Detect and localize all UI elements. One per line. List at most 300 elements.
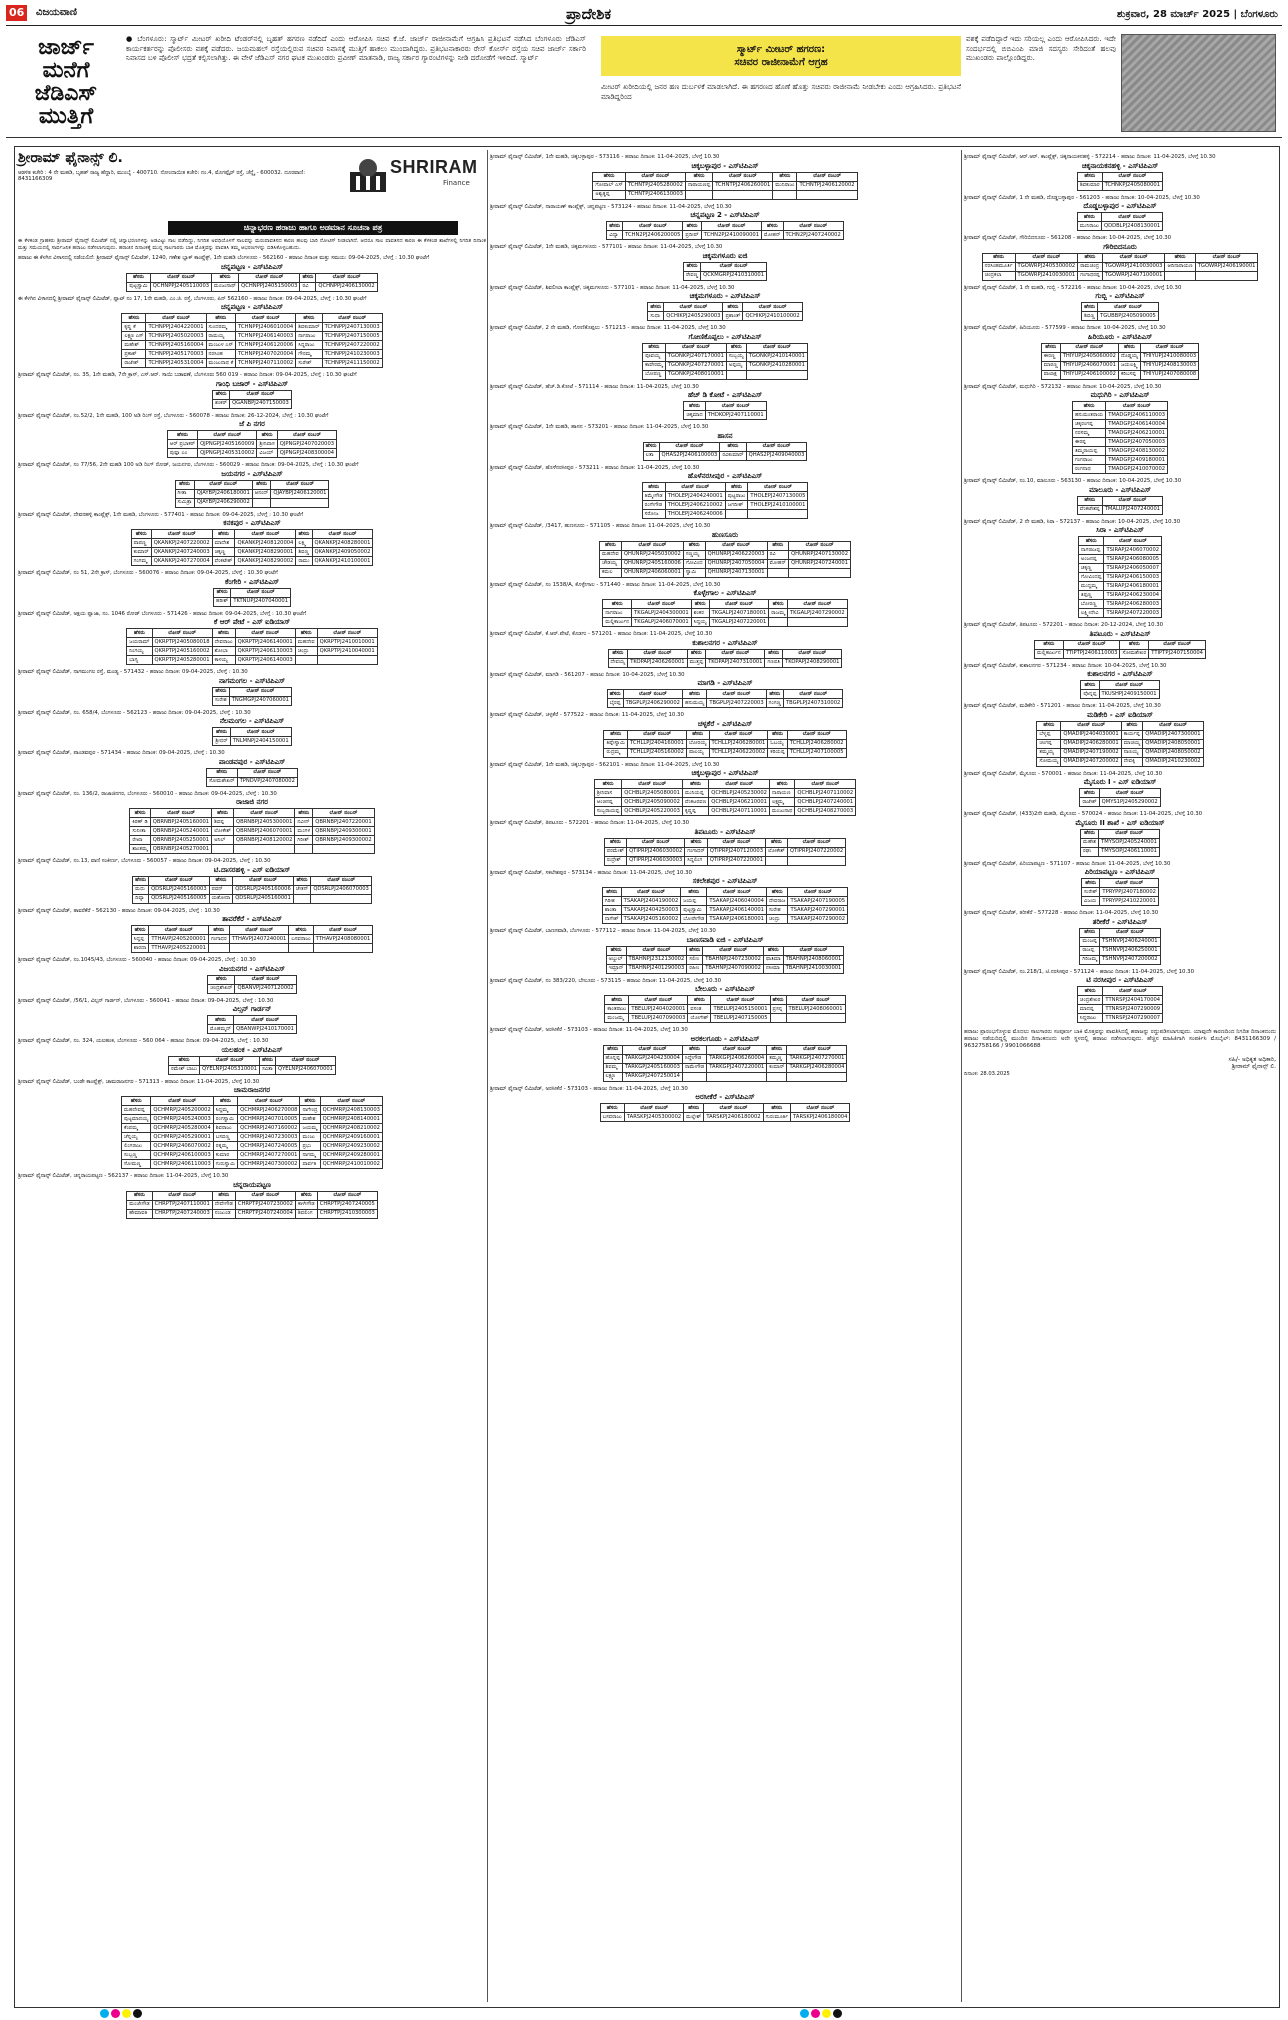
page-number: 06	[6, 5, 27, 21]
borrower-name: ಮುನಿರಾಜು	[1077, 222, 1101, 231]
loan-number: THIYUPJ2410080003	[1140, 352, 1198, 361]
table-row	[1081, 847, 1160, 856]
loan-table	[592, 172, 857, 200]
borrower-name: ಮಹೇಶ	[300, 1115, 320, 1124]
borrower-name: ಸಿದ್ದಮ್ಮ	[213, 1106, 237, 1115]
loan-table	[599, 541, 851, 578]
loan-table	[167, 430, 337, 458]
auction-notice-text: ಹರಾಜು ಈ ಕೆಳಗಿನ ವಿಳಾಸದಲ್ಲಿ ನಡೆಯಲಿದೆ: ಶ್ರೀರಾಮ್ ಫೈನಾನ್ಸ್ ಲಿಮಿಟೆಡ್, 1240, ಗಣೇಶ ಬ್ಲಾಕ್ ಕಾಂಪ್ಲೆಕ್ಸ್, 1ನೇ ಮಹಡಿ ಬೆಂಗಳೂರು - 562160 - ಹರಾಜು ದಿನಾಂಕ ಮತ್ತು ಸಮಯ: 09-04-2025, ಬೆಳಗ್ಗೆ : 10.30 ಘಂಟೆಗೆ	[18, 255, 430, 261]
loan-number: QKANKPJ2408280001	[312, 539, 373, 548]
name-column-header: ಹೆಸರು	[127, 1191, 152, 1200]
borrower-name: ಅಬ್ದುಲ್	[606, 955, 626, 964]
borrower-name: ಸಿದ್ದಲಿಂಗ	[685, 856, 708, 865]
loan-number-column-header: ಲೋನ್ ನಂಬರ್	[705, 541, 767, 550]
loan-number-column-header: ಲೋನ್ ನಂಬರ್	[709, 600, 769, 609]
borrower-name: ಮುತ್ತಪ್ಪ	[687, 658, 706, 667]
table-row	[213, 399, 292, 408]
borrower-name: ಮಧು	[133, 885, 149, 894]
table-row	[1072, 438, 1167, 447]
borrower-name: ಅನಿಲ್	[212, 836, 234, 845]
name-column-header: ಹೆಸರು	[606, 946, 626, 955]
loan-number: TSHNVPJ2407200002	[1100, 955, 1160, 964]
branch-name: ತಾವರೆಕೆರೆ - ಎಸ್‌ಟಿಪಿಎಸ್	[222, 915, 282, 924]
loan-number: TMYSOPJ2405240001	[1099, 838, 1160, 847]
borrower-name: ರೇಖಾ	[130, 836, 150, 845]
table-row	[603, 1063, 847, 1072]
borrower-name: ಪ್ರಕಾಶ್	[122, 350, 146, 359]
auction-notice-text: ಶ್ರೀರಾಮ್ ಫೈನಾನ್ಸ್ ಲಿಮಿಟೆಡ್, ಬಂಡೇ ಕಾಂಪ್ಲೆಕ್ಸ್, ಚಾಮರಾಜನಗರ - 571313 - ಹರಾಜು ದಿನಾಂಕ: 11-04-2025, ಬೆಳಗ್ಗೆ 10.30	[18, 1078, 260, 1085]
table-row	[1077, 1005, 1162, 1014]
loan-number: TKGALPJ2407290002	[788, 609, 848, 618]
table-row	[130, 827, 374, 836]
loan-number: QTIPRPJ2407120003	[707, 847, 765, 856]
borrower-name: ಮಲ್ಲಿಕಾರ್ಜುನ	[1035, 649, 1064, 658]
loan-number: QKRPTPJ2410010001	[317, 638, 377, 647]
borrower-name: ಸುನೀತಾ	[130, 827, 150, 836]
empty-cell	[787, 1072, 847, 1081]
branch-name: ಸಿರಾ - ಎಸ್‌ಟಿಪಿಎಸ್	[1096, 526, 1144, 535]
loan-table	[212, 727, 291, 746]
name-column-header: ಹೆಸರು	[213, 588, 230, 597]
table-header-row	[683, 262, 766, 271]
name-column-header: ಹೆಸರು	[1081, 681, 1099, 690]
name-column-header: ಹೆಸರು	[603, 1045, 622, 1054]
borrower-name: ತಿಮ್ಮೇಗೌಡ	[642, 492, 665, 501]
loan-number: TSAKAPJ2407290001	[788, 906, 848, 915]
auction-notice-text: ಶ್ರೀರಾಮ್ ಫೈನಾನ್ಸ್ ಲಿಮಿಟೆಡ್, ತಿಪಟೂರು - 572201 - ಹರಾಜು ದಿನಾಂಕ: 11-04-2025, ಬೆಳಗ್ಗೆ 10.30	[490, 820, 690, 826]
loan-number: QCHBLPJ2407110002	[795, 789, 856, 798]
borrower-name: ಕರಿಯಪ್ಪ	[768, 748, 787, 757]
borrower-name: ಚೆನ್ನಯ್ಯ	[122, 1133, 151, 1142]
empty-cell	[212, 845, 234, 854]
branch-name: ಬೇಲೂರು - ಎಸ್‌ಟಿಪಿಎಸ್	[695, 985, 755, 994]
loan-number: TSIRAPJ2406050007	[1104, 564, 1162, 573]
loan-number: QBRNBPJ2405240001	[150, 827, 211, 836]
branch-name: ಹೆಚ್ ಡಿ ಕೋಟೆ - ಎಸ್‌ಟಿಪಿಎಸ್	[687, 391, 763, 400]
name-column-header: ಹೆಸರು	[769, 780, 794, 789]
loan-number-column-header: ಲೋನ್ ನಂಬರ್	[317, 629, 377, 638]
borrower-name: ಬಸವರಾಜು	[600, 1113, 624, 1122]
loan-table	[213, 588, 291, 607]
company-name: ಶ್ರೀರಾಮ್ ಫೈನಾನ್ಸ್ ಲಿ.	[18, 150, 123, 166]
loan-number: QCHBLPJ2405230002	[709, 789, 770, 798]
loan-number: TSAKAPJ2407290002	[788, 915, 848, 924]
borrower-name: ಪ್ರಸನ್ನ	[770, 1005, 786, 1014]
table-row	[643, 370, 808, 379]
auction-notice-text: ಶ್ರೀರಾಮ್ ಫೈನಾನ್ಸ್ ಲಿಮಿಟೆಡ್, 1 ನೇ ಮಹಡಿ, ಗುಬ್ಬಿ - 572216 - ಹರಾಜು ದಿನಾಂಕ: 10-04-2025, ಬೆಳಗ್ಗೆ 10.30	[964, 284, 1182, 291]
borrower-name: ಚಂದ್ರಕಲಾ	[982, 271, 1015, 280]
loan-number: TSAKAPJ2404250003	[621, 906, 681, 915]
loan-number-column-header: ಲೋನ್ ನಂಬರ್	[198, 431, 257, 440]
name-column-header: ಹೆಸರು	[1120, 640, 1149, 649]
auction-notice-text: ಶ್ರೀರಾಮ್ ಫೈನಾನ್ಸ್ ಲಿಮಿಟೆಡ್, ನಂ 383/220, ಬೇಲೂರು - 573115 - ಹರಾಜು ದಿನಾಂಕ: 11-04-2025, ಬೆಳಗ್ಗೆ 10.30	[490, 977, 722, 984]
loan-number: QKRPTPJ2405080018	[152, 638, 212, 647]
loan-number: TCHLLPJ2406280001	[709, 739, 768, 748]
table-header-row	[167, 431, 336, 440]
branch-name: ಕುಶಾಲನಗರ - ಎಸ್‌ಟಿಪಿಎಸ್	[1087, 670, 1153, 679]
branch-name: ಟಿ.ದಾಸರಹಳ್ಳಿ - ಎಸ್ ಐಡಿಯಾಸ್	[213, 865, 291, 874]
loan-number: TKGALPJ2407180001	[709, 609, 769, 618]
notice-intro: ಈ ಕೆಳಕಂಡ ಗ್ರಾಹಕರು ಶ್ರೀರಾಮ್ ಫೈನಾನ್ಸ್ ಲಿಮಿಟೆಡ್ ನಲ್ಲಿ ಚಿನ್ನಾಭರಣಗಳನ್ನು ಅಡವಿಟ್ಟು ಸಾಲ ಪಡೆದಿದ್ದು, ನಿಗದಿತ ಅವಧಿಯೊಳಗೆ ಸಾಲವನ್ನು ಮರುಪಾವತಿಸದ ಕಾರಣ ಹಲವು ಬಾರಿ ನೋಟಿಸ್ ನೀಡಲಾಗಿದೆ. ಆದರೂ ಸಾಲ ಪಾವತಿಸದ ಕಾರಣ ಈ ಕೆಳಕಂಡ ಶಾಖೆಗಳಲ್ಲಿ ನಿಗದಿತ ದಿನಾಂಕ ಮತ್ತು ಸಮಯದಲ್ಲಿ ಸಾರ್ವಜನಿಕ ಹರಾಜು ನಡೆಸಲಾಗುವುದು. ಹರಾಜಿನ ದಿನಾಂಕಕ್ಕೆ ಮುನ್ನ ಸಾಲಗಾರರು ಬಾಕಿ ಮೊತ್ತವನ್ನು ಪಾವತಿಸಿ ತಮ್ಮ ಆಭರಣಗಳನ್ನು ಬಿಡಿಸಿಕೊಳ್ಳಬಹುದು.	[18, 238, 486, 251]
table-row	[1078, 591, 1161, 600]
branch-name: ಗಾಂಧಿ ಬಜಾರ್ - ಎಸ್‌ಟಿಪಿಎಸ್	[216, 379, 288, 388]
loan-number: TBELUPJ2404020001	[629, 1005, 688, 1014]
borrower-name: ಸಣ್ಣಯ್ಯ	[683, 550, 705, 559]
borrower-name: ಗಂಗಾಧರ	[208, 935, 229, 944]
loan-number: QCHMRPJ2407270001	[238, 1151, 300, 1160]
branch-name: ಕುಶಾಲನಗರ - ಎಸ್‌ಟಿಪಿಎಸ್	[692, 638, 758, 647]
name-column-header: ಹೆಸರು	[130, 809, 150, 818]
name-column-header: ಹೆಸರು	[209, 876, 233, 885]
loan-number-column-header: ಲೋನ್ ನಂಬರ್	[1140, 343, 1198, 352]
loan-table	[594, 779, 856, 816]
name-column-header: ಹೆಸರು	[684, 402, 705, 411]
branch-name: ಚಿಕ್ಕಮಗಳೂರು - ಎಸ್‌ಟಿಪಿಎಸ್	[689, 292, 761, 301]
loan-number-column-header: ಲೋನ್ ನಂಬರ್	[234, 1016, 297, 1025]
branch-name: ಸಕಲೇಶಪುರ - ಎಸ್‌ಟಿಪಿಎಸ್	[692, 877, 758, 886]
loan-number-column-header: ಲೋನ್ ನಂಬರ್	[1100, 928, 1160, 937]
table-header-row	[169, 1056, 336, 1065]
borrower-name: ಗಿರೀಶ	[602, 897, 621, 906]
loan-number: QJPNGPJ2405160009	[198, 440, 257, 449]
borrower-name: ಜಯರಾಮ್	[127, 638, 152, 647]
borrower-name: ಚಿಕ್ಕಣ್ಣ	[212, 548, 235, 557]
table-header-row	[131, 530, 373, 539]
table-header-row	[982, 253, 1258, 262]
loan-number-column-header: ಲೋನ್ ನಂಬರ್	[194, 480, 252, 489]
borrower-name: ದೇವಕ್ಕಿ	[1121, 757, 1143, 766]
loan-number: QBRNBPJ2409300002	[313, 836, 374, 845]
borrower-name: ಶಾರದಾ	[131, 944, 149, 953]
loan-number: TCHNPPJ2406010004	[236, 323, 296, 332]
auction-notice-text: ಶ್ರೀರಾಮ್ ಫೈನಾನ್ಸ್ ಲಿಮಿಟೆಡ್, (433)2ನೇ ಮಹಡಿ, ಮೈಸೂರು - 570024 - ಹರಾಜು ದಿನಾಂಕ: 11-04-2025, ಬೆಳಗ್ಗೆ 10.30	[964, 811, 1203, 817]
table-header-row	[607, 690, 843, 699]
table-row	[175, 489, 329, 498]
loan-number-column-header: ಲೋನ್ ನಂಬರ್	[1099, 829, 1160, 838]
shriram-logo	[348, 152, 476, 198]
loan-number: QBRNBPJ2409300001	[313, 827, 374, 836]
loan-number-column-header: ಲೋನ್ ನಂಬರ್	[628, 730, 687, 739]
loan-number: QHUNRPJ2407130002	[789, 550, 851, 559]
table-row	[1037, 739, 1203, 748]
table-row	[1035, 649, 1206, 658]
branch-name: ಟಿ ನರಸೀಪುರ - ಎಸ್‌ಟಿಪಿಎಸ್	[1086, 976, 1154, 985]
loan-number: QKANKPJ2408290002	[235, 557, 296, 566]
loan-number: THOLEPJ2404240001	[665, 492, 725, 501]
empty-cell	[1165, 271, 1195, 280]
borrower-name: ಶಿವರಾಜು	[213, 1124, 237, 1133]
table-row	[608, 658, 842, 667]
loan-number: TBELUPJ2408060001	[786, 1005, 845, 1014]
name-column-header: ಹೆಸರು	[762, 222, 784, 231]
loan-number-column-header: ಲೋನ್ ನಂಬರ್	[277, 431, 336, 440]
loan-number: QBRNBPJ2405270001	[150, 845, 211, 854]
loan-number: QCHMRPJ2408210002	[320, 1124, 382, 1133]
loan-number: QMADIPJ2404030001	[1061, 730, 1121, 739]
branch-name: ಅರಕಲಗೂಡು - ಎಸ್‌ಟಿಪಿಎಸ್	[690, 1034, 760, 1043]
loan-number-column-header: ಲೋನ್ ನಂಬರ್	[237, 768, 297, 777]
name-column-header: ಹೆಸರು	[122, 1097, 151, 1106]
name-column-header: ಹೆಸರು	[768, 730, 787, 739]
loan-number: TARKGPJ2407220001	[707, 1063, 767, 1072]
name-column-header: ಹೆಸರು	[1077, 172, 1102, 181]
table-row	[122, 1142, 383, 1151]
loan-number-column-header: ಲೋನ್ ನಂಬರ್	[235, 530, 296, 539]
branch-name: ಚಿಕ್ಕಬಳ್ಳಾಪುರ - ಎಸ್‌ಟಿಪಿಎಸ್	[691, 161, 759, 170]
borrower-name: ಕುಮಾರ	[213, 1151, 237, 1160]
table-header-row	[1072, 402, 1167, 411]
table-row	[594, 807, 855, 816]
loan-number-column-header: ಲೋನ್ ನಂಬರ್	[621, 541, 683, 550]
loan-number: QCHBLPJ2407240001	[795, 798, 856, 807]
borrower-name: ಯಶೋದಾ	[209, 894, 233, 903]
loan-number: TNLMNPJ2404150001	[230, 737, 291, 746]
loan-number-column-header: ಲೋನ್ ನಂಬರ್	[235, 629, 295, 638]
borrower-name: ಸಿದ್ದಪ್ಪ	[131, 935, 149, 944]
empty-cell	[682, 1072, 706, 1081]
name-column-header: ಹೆಸರು	[688, 996, 711, 1005]
loan-number: QYELNPJ2405310001	[200, 1065, 260, 1074]
borrower-name: ರಂಗೇಗೌಡ	[642, 501, 665, 510]
table-header-row	[1080, 789, 1160, 798]
borrower-name: ಅಂಜನಪ್ಪ	[1078, 555, 1104, 564]
story-body: ● ಬೆಂಗಳೂರು: ಸ್ಮಾರ್ಟ್ ಮೀಟರ್ ಖರೀದಿ ಟೆಂಡರ್‌ನಲ್ಲಿ ಬೃಹತ್ ಹಗರಣ ನಡೆದಿದೆ ಎಂದು ಆರೋಪಿಸಿ ಸಚಿವ ಕೆ.ಜೆ. ಜಾರ್ಜ್ ರಾಜೀನಾಮೆಗೆ ಆಗ್ರಹಿಸಿ ಪ್ರತಿಭಟನೆ ನಡೆಸಿದ ಬೆಂಗಳೂರು ಜೆಡಿಎಸ್ ಕಾರ್ಯಕರ್ತರನ್ನು ಪೊಲೀಸರು ವಶಕ್ಕೆ ಪಡೆದರು. ಜಯಮಹಲ್ ರಸ್ತೆಯಲ್ಲಿರುವ ಸಚಿವರ ನಿವಾಸಕ್ಕೆ ಮುತ್ತಿಗೆ ಹಾಕಲು ಮುಂದಾಗಿದ್ದರು. ಪ್ರತಿಭಟನಾಕಾರರು ರೇಸ್ ಕೋರ್ಸ್ ರಸ್ತೆಯ ಸಚಿವ ಜಾರ್ಜ್ ಸರ್ಕಾರಿ ನಿವಾಸದ ಬಳಿ ಪೊಲೀಸ್ ಭದ್ರತೆ ಕಲ್ಪಿಸಲಾಗಿತ್ತು. ಈ ವೇಳೆ ಜೆಡಿಎಸ್ ನಗರ ಘಟಕ ಮುಖಂಡರು ಪ್ರವೀಣ್ ಮಾತನಾಡಿ, ರಾಜ್ಯ ಸರ್ಕಾರ ಗ್ಯಾರಂಟಿಗಳನ್ನು ನೀಡಿ ದರೋಡೆಗೆ ಇಳಿದಿದೆ. ಸ್ಮಾರ್ಟ್	[126, 34, 586, 63]
loan-number-column-header: ಲೋನ್ ನಂಬರ್	[797, 172, 857, 181]
loan-number: QMADIPJ2407200002	[1061, 757, 1121, 766]
loan-number: THIYUPJ2407080008	[1140, 370, 1198, 379]
loan-number: QCHIKPJ2410100002	[743, 312, 802, 321]
loan-number: TMADGPJ2406140004	[1106, 420, 1168, 429]
borrower-name: ಸೋಮಣ್ಣ	[122, 1160, 151, 1169]
loan-number: QJAYBPJ2406290002	[194, 498, 252, 507]
borrower-name: ಗೀತಾ	[175, 489, 194, 498]
column-divider	[487, 150, 488, 2002]
loan-number: TCHNTPJ2406130003	[625, 190, 685, 199]
borrower-name: ಮಲ್ಲೇಶ್	[684, 1113, 704, 1122]
auction-notice-text: ಶ್ರೀರಾಮ್ ಫೈನಾನ್ಸ್ ಲಿಮಿಟೆಡ್, ಸಕಲೇಶಪುರ - 573134 - ಹರಾಜು ದಿನಾಂಕ: 11-04-2025, ಬೆಳಗ್ಗೆ 10.30	[490, 869, 692, 876]
loan-number: QCHMRPJ2407010005	[238, 1115, 300, 1124]
auction-notice-text: ಶ್ರೀರಾಮ್ ಫೈನಾನ್ಸ್ ಲಿಮಿಟೆಡ್, ಅಕ್ಷಯ ಪ್ಲಾಜಾ, ನಂ. 1046 ರೋಡ್ ಬೆಂಗಳೂರು - 571426 - ಹರಾಜು ದಿನಾಂಕ: 09-04-2025, ಬೆಳಗ್ಗೆ : 10.30 ಘಂಟೆಗೆ	[18, 610, 307, 617]
loan-number: TTNRSPJ2407290007	[1103, 1014, 1163, 1023]
empty-cell	[726, 370, 746, 379]
auction-notice-text: ಶ್ರೀರಾಮ್ ಫೈನಾನ್ಸ್ ಲಿಮಿಟೆಡ್, ಮಧುಗಿರಿ - 572132 - ಹರಾಜು ದಿನಾಂಕ: 10-04-2025, ಬೆಳಗ್ಗೆ 10.30	[964, 383, 1162, 390]
table-header-row	[122, 314, 382, 323]
auction-notice-text: ಶ್ರೀರಾಮ್ ಫೈನಾನ್ಸ್ ಲಿಮಿಟೆಡ್, 1 ನೇ ಮಹಡಿ, ದೊಡ್ಡಬಳ್ಳಾಪುರ - 561203 - ಹರಾಜು ದಿನಾಂಕ: 10-04-2025, ಬೆಳಗ್ಗೆ 10.30	[964, 194, 1200, 201]
loan-number-column-header: ಲೋನ್ ನಂಬರ್	[707, 838, 765, 847]
loan-number: TARKGPJ2406280004	[787, 1063, 847, 1072]
loan-number: QCHMRPJ2406270008	[238, 1106, 300, 1115]
table-row	[594, 789, 855, 798]
name-column-header: ಹೆಸರು	[133, 876, 149, 885]
table-row	[207, 777, 298, 786]
loan-number: TCHNPPJ2407130003	[322, 323, 382, 332]
name-column-header: ಹೆಸರು	[1077, 213, 1101, 222]
table-header-row	[1077, 213, 1162, 222]
table-header-row	[127, 1191, 378, 1200]
borrower-name: ದೇವಯ್ಯ	[608, 658, 628, 667]
borrower-name: ವಿದ್ಯಾ	[607, 231, 623, 240]
borrower-name: ಮಂಜುನಾಥ್	[212, 282, 239, 291]
table-row	[1072, 429, 1167, 438]
loan-number: TBELUPJ2405150001	[711, 1005, 770, 1014]
loan-number: TTHAVPJ2405220001	[149, 944, 209, 953]
table-row	[593, 190, 857, 199]
table-header-row	[127, 273, 377, 282]
borrower-name: ನಂಜುಂಡ	[212, 1209, 235, 1218]
loan-table	[1077, 496, 1163, 515]
auction-notice-text: ಶ್ರೀರಾಮ್ ಫೈನಾನ್ಸ್ ಲಿಮಿಟೆಡ್, ನಂ. 324, ಯಲಹಂಕ, ಬೆಂಗಳೂರು - 560 064 - ಹರಾಜು ದಿನಾಂಕ: 09-04-2025, ಬೆಳಗ್ಗೆ : 10.30	[18, 1038, 269, 1044]
loan-number-column-header: ಲೋನ್ ನಂಬರ್	[230, 390, 292, 399]
auction-notice-text: ಶ್ರೀರಾಮ್ ಫೈನಾನ್ಸ್ ಲಿಮಿಟೆಡ್, 1ನೇ ಮಹಡಿ, ಚಿಕ್ಕಬಳ್ಳಾಪುರ - 562101 - ಹರಾಜು ದಿನಾಂಕ: 11-04-2025, ಬೆಳಗ್ಗೆ 10.30	[490, 761, 720, 768]
borrower-name: ಬಸವರಾಜು	[289, 935, 313, 944]
borrower-name: ವಿಜಯ	[1082, 897, 1100, 906]
loan-number: QHUNRPJ2407050004	[705, 559, 767, 568]
name-column-header: ಹೆಸರು	[643, 343, 666, 352]
borrower-name: ನಾಗೇಶ್	[602, 915, 621, 924]
empty-cell	[1195, 271, 1258, 280]
loan-number: TCHNPPJ2407110002	[236, 359, 296, 368]
auction-notice-text: ಶ್ರೀರಾಮ್ ಫೈನಾನ್ಸ್ ಲಿಮಿಟೆಡ್, ಬಾಣಸವಾಡಿ, ಬೆಂಗಳೂರು - 577112 - ಹರಾಜು ದಿನಾಂಕ: 11-04-2025, ಬೆಳಗ್ಗೆ 10.30	[490, 928, 716, 934]
loan-number: TARSKPJ2405300002	[624, 1113, 683, 1122]
auction-notice-text: ಶ್ರೀರಾಮ್ ಫೈನಾನ್ಸ್ ಲಿಮಿಟೆಡ್, 1ನೇ ಮಹಡಿ, ಹಾಸನ - 573201 - ಹರಾಜು ದಿನಾಂಕ: 11-04-2025, ಬೆಳಗ್ಗೆ 10.30	[490, 424, 709, 430]
highlight-line-2: ಸಚಿವರ ರಾಜೀನಾಮೆಗೆ ಆಗ್ರಹ	[734, 57, 828, 68]
borrower-name: ರುದ್ರಮ್ಮ	[604, 748, 628, 757]
borrower-name: ಈರಣ್ಣ	[1041, 352, 1060, 361]
loan-number: TCHNPPJ2404220001	[146, 323, 206, 332]
table-row	[606, 955, 844, 964]
branch-name: ತರೀಕೆರೆ - ಎಸ್‌ಟಿಪಿಎಸ್	[1092, 917, 1148, 926]
loan-number: QCHMRPJ2408130003	[320, 1106, 382, 1115]
table-header-row	[1081, 681, 1159, 690]
table-row	[133, 894, 372, 903]
table-row	[603, 1072, 847, 1081]
table-row	[600, 1113, 850, 1122]
borrower-name: ಮೋಹನ್	[762, 231, 784, 240]
table-header-row	[1077, 987, 1162, 996]
story-headline: ಜಾರ್ಜ್ ಮನೆಗೆ ಜೆಡಿಎಸ್ ಮುತ್ತಿಗೆ	[34, 35, 98, 130]
name-column-header: ಹೆಸರು	[127, 273, 150, 282]
borrower-name: ಫಾತಿಮಾ	[763, 955, 783, 964]
borrower-name: ನರಸಮ್ಮ	[1072, 429, 1105, 438]
table-header-row	[175, 480, 329, 489]
name-column-header: ಹೆಸರು	[127, 629, 152, 638]
table-row	[1080, 946, 1160, 955]
loan-number-column-header: ಲೋನ್ ನಂಬರ್	[316, 273, 377, 282]
table-header-row	[1082, 303, 1159, 312]
borrower-name: ವೆಂಕಟೇಶಪ್ಪ	[1077, 505, 1102, 514]
loan-number-column-header: ಲೋನ್ ನಂಬರ್	[705, 402, 766, 411]
auction-notice-text: ಶ್ರೀರಾಮ್ ಫೈನಾನ್ಸ್ ಲಿಮಿಟೆಡ್, ಮಡಿಕೇರಿ - 571201 - ಹರಾಜು ದಿನಾಂಕ: 11-04-2025, ಬೆಳಗ್ಗೆ 10.30	[964, 703, 1161, 709]
loan-table	[603, 1045, 848, 1082]
print-registration-marks	[100, 2009, 142, 2018]
table-row	[594, 798, 855, 807]
loan-number-column-header: ಲೋನ್ ನಂಬರ್	[1102, 496, 1162, 505]
table-row	[599, 550, 850, 559]
loan-table	[604, 995, 845, 1023]
loan-number: QCHMRPJ2407230003	[238, 1133, 300, 1142]
table-header-row	[1041, 343, 1198, 352]
auction-notice-text: ಶ್ರೀರಾಮ್ ಫೈನಾನ್ಸ್ ಲಿಮಿಟೆಡ್, ನಂ.13, ವಾಣಿ ಸಂಕೀರ್ಣ, ಬೆಂಗಳೂರು - 560057 - ಹರಾಜು ದಿನಾಂಕ: 09-04-2025, ಬೆಳಗ್ಗೆ : 10.30	[18, 858, 271, 864]
borrower-name: ಚಿಕ್ಕಣ್ಣ	[1078, 564, 1104, 573]
loan-number: TBAHNPJ2408060001	[783, 955, 844, 964]
table-header-row	[1077, 496, 1162, 505]
table-header-row	[643, 442, 807, 451]
loan-number: TCHNPPJ2405170003	[146, 350, 206, 359]
branch-name: ಮೈಸೂರು I - ಎಸ್ ಐಡಿಯಾಸ್	[1083, 778, 1157, 787]
loan-table	[207, 1015, 297, 1034]
loan-table	[126, 628, 377, 665]
table-header-row	[604, 838, 845, 847]
loan-number-column-header: ಲೋನ್ ನಂಬರ್	[1104, 537, 1162, 546]
loan-number-column-header: ಲೋನ್ ನಂಬರ್	[152, 1191, 212, 1200]
loan-table	[647, 302, 802, 321]
loan-number-column-header: ಲೋನ್ ನಂಬರ್	[701, 222, 761, 231]
branch-name: ನಾಗಮಂಗಲ - ಎಸ್‌ಟಿಪಿಎಸ್	[218, 676, 286, 685]
name-column-header: ಹೆಸರು	[1165, 253, 1195, 262]
name-column-header: ಹೆಸರು	[300, 273, 316, 282]
name-column-header: ಹೆಸರು	[1080, 928, 1100, 937]
borrower-name: ಲಕ್ಷ್ಮಣ ಎಸ್	[122, 332, 146, 341]
borrower-name: ನರಸಿಂಹ	[206, 350, 236, 359]
borrower-name: ಚಂಗಪ್ಪ	[1037, 739, 1061, 748]
loan-table	[1079, 928, 1160, 965]
table-row	[122, 323, 382, 332]
empty-cell	[788, 618, 848, 627]
loan-number: TARKGPJ2406260004	[707, 1054, 767, 1063]
loan-number: QJAYBPJ2406120001	[271, 489, 329, 498]
loan-table	[1041, 343, 1199, 380]
loan-number: QCHNPPJ2406130002	[316, 282, 377, 291]
borrower-name: ಶ್ರೀನಿವಾಸ	[594, 789, 621, 798]
borrower-name: ಕೆಂಪಮ್ಮ	[122, 1124, 151, 1133]
loan-number: QKANKPJ2410100001	[312, 557, 373, 566]
loan-number: THDKOPJ2407110001	[705, 411, 766, 420]
loan-number: TMADGPJ2406210001	[1106, 429, 1168, 438]
loan-number: TMADGPJ2409180001	[1106, 456, 1168, 465]
borrower-name: ನಿಂಗಯ್ಯ	[127, 647, 152, 656]
loan-number-column-header: ಲೋನ್ ನಂಬರ್	[659, 442, 720, 451]
borrower-name: ರತ್ನಮ್ಮ	[213, 1142, 237, 1151]
auction-notice-text: ಶ್ರೀರಾಮ್ ಫೈನಾನ್ಸ್ ಲಿಮಿಟೆಡ್, ಮಾಗಡಿ - 561207 - ಹರಾಜು ದಿನಾಂಕ: 10-04-2025, ಬೆಳಗ್ಗೆ 10.30	[490, 671, 685, 678]
loan-number-column-header: ಲೋನ್ ನಂಬರ್	[795, 780, 856, 789]
loan-number: QMADIPJ2406280001	[1061, 739, 1121, 748]
loan-number: TBGPLPJ2407310002	[783, 699, 842, 708]
loan-number: TARKGPJ2404230004	[622, 1054, 682, 1063]
auction-notice-text: ಶ್ರೀರಾಮ್ ಫೈನಾನ್ಸ್ ಲಿಮಿಟೆಡ್, ನಂ.52/2, 1ನೇ ಮಹಡಿ, 100 ಅಡಿ ರಿಂಗ್ ರಸ್ತೆ, ಬೆಂಗಳೂರು - 560078 - ಹರಾಜು ದಿನಾಂಕ: 26-12-2024, ಬೆಳಗ್ಗೆ : 10.30 ಘಂಟೆಗೆ	[18, 412, 329, 419]
borrower-name: ಜಯಮ್ಮ	[300, 1124, 320, 1133]
table-header-row	[603, 1045, 847, 1054]
borrower-name: ಚಿಕ್ಕಮಾದ	[684, 411, 705, 420]
borrower-name: ನಾರಾಯಣ	[769, 789, 794, 798]
loan-table	[1080, 680, 1159, 699]
loan-number: QCHBLPJ2407110001	[709, 807, 770, 816]
borrower-name: ರಹೀಂ	[687, 964, 703, 973]
borrower-name: ಮಹದೇವ	[599, 550, 621, 559]
borrower-name: ಸುಧಾ	[648, 312, 664, 321]
loan-number: THOLEPJ2406210002	[665, 501, 725, 510]
loan-number: TCHLLPJ2406280002	[787, 739, 846, 748]
loan-number-column-header: ಲೋನ್ ನಂಬರ್	[706, 649, 765, 658]
loan-number: QBRNBPJ2407220001	[313, 818, 374, 827]
name-column-header: ಹೆಸರು	[212, 809, 234, 818]
table-row	[131, 548, 373, 557]
loan-number: QHUNRPJ2407130001	[705, 568, 767, 577]
borrower-name: ರಂಗಸ್ವಾಮಿ	[213, 1115, 237, 1124]
loan-number-column-header: ಲೋನ್ ನಂಬರ್	[707, 888, 767, 897]
loan-number: QBRNBPJ2405250001	[150, 836, 211, 845]
loan-number: QKANKPJ2407240003	[151, 548, 212, 557]
borrower-name: ಮುದ್ದಮ್ಮ	[1078, 582, 1104, 591]
